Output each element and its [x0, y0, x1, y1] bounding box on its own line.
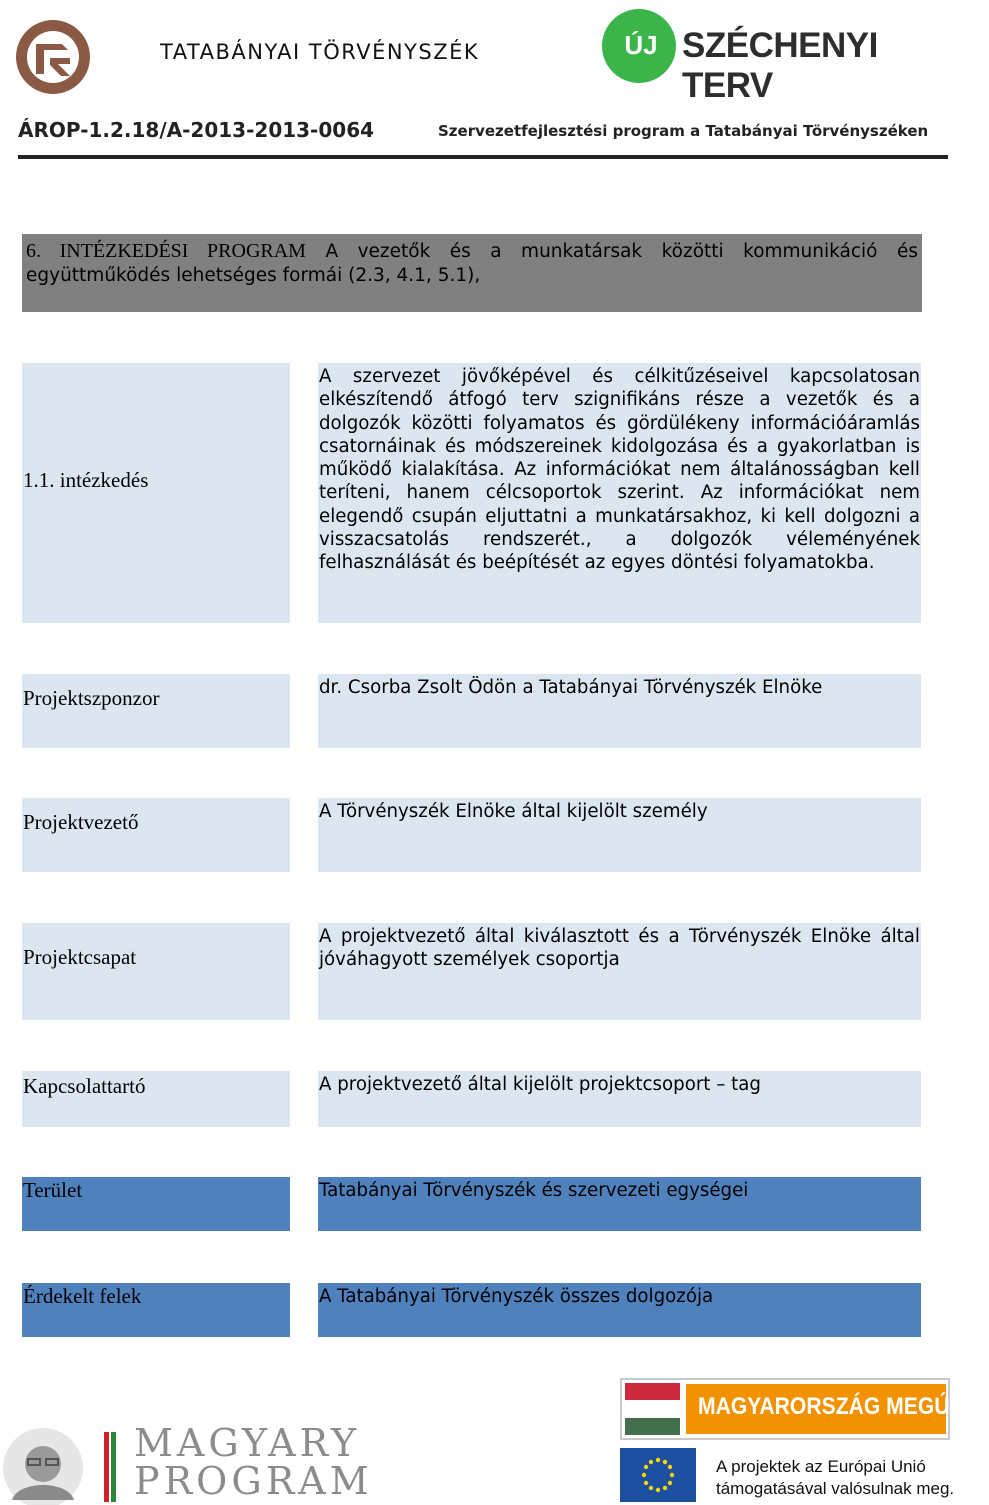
- row-label-cell: [22, 1177, 290, 1231]
- row-label: Projektcsapat: [23, 945, 137, 969]
- row-value: A projektvezető által kijelölt projektcsoport – tag: [319, 1074, 761, 1095]
- renewal-banner: [620, 1378, 989, 1440]
- row-label: 1.1. intézkedés: [23, 468, 149, 492]
- program-heading-bar: [22, 234, 922, 312]
- szechenyi-title: SZÉCHENYI TERV: [682, 26, 878, 105]
- renewal-banner-text: MAGYARORSZÁG MEGÚJUL: [698, 1393, 989, 1420]
- eu-flag-icon: [620, 1448, 696, 1502]
- row-label-cell: [22, 1071, 290, 1127]
- row-label: Projektszponzor: [23, 686, 160, 710]
- row-value-cell: [318, 1071, 921, 1127]
- row-value-cell: [318, 363, 921, 623]
- row-value-cell: [318, 798, 921, 872]
- row-label: Érdekelt felek: [23, 1284, 142, 1308]
- row-label: Kapcsolattartó: [23, 1074, 146, 1098]
- row-value: A Tatabányai Törvényszék összes dolgozója: [319, 1286, 714, 1307]
- szechenyi-badge: ÚJ: [624, 30, 658, 60]
- row-label-cell: [22, 923, 290, 1020]
- row-value-cell: [318, 1283, 921, 1337]
- row-label-cell: [22, 798, 290, 872]
- row-label-cell: [22, 674, 290, 748]
- program-description: A vezetők és a munkatársak közötti kommunikáció és együttműködés lehetséges formái (2.3, 4.1, 5.1),: [26, 241, 918, 286]
- program-title: 6. INTÉZKEDÉSI PROGRAM: [26, 240, 306, 262]
- project-subtitle: Szervezetfejlesztési program a Tatabányai Törvényszéken: [438, 122, 929, 140]
- row-value-cell: [318, 1177, 921, 1231]
- row-value-cell: [318, 674, 921, 748]
- row-label-cell: [22, 363, 290, 623]
- row-label-cell: [22, 1283, 290, 1337]
- eu-notice-line2: támogatásával valósulnak meg.: [716, 1479, 955, 1498]
- row-value: Tatabányai Törvényszék és szervezeti egységei: [319, 1180, 749, 1201]
- row-value: A szervezet jövőképével és célkitűzéseivel kapcsolatosan elkészítendő átfogó terv szignifikáns része a vezetők és a dolgozók közötti folyamatos és gördülékeny információáramlás csatornáinak és módszereinek kidolgozása és a gyakorlatban is működő kialakítása. Az információkat nem általánosságban kell teríteni, hanem célcsoportok szerint. Az információkat nem elegendő csupán eljuttatni a munkatársakhoz, ki kell dolgozni a visszacsatolás rendszerét., a dolgozók véleményének felhasználását és beépítését az egyes döntési folyamatokba.: [319, 366, 920, 574]
- eu-support-notice: [620, 1448, 955, 1503]
- magyary-line1: MAGYARY: [134, 1421, 361, 1465]
- hungarian-flag-icon: [625, 1383, 680, 1435]
- court-logo-icon: [14, 18, 92, 96]
- court-name: TATABÁNYAI TÖRVÉNYSZÉK: [160, 40, 480, 64]
- row-value: A projektvezető által kiválasztott és a Törvényszék Elnöke által jóváhagyott személyek csoportja: [319, 926, 920, 971]
- row-label: Terület: [23, 1178, 83, 1202]
- row-value: A Törvényszék Elnöke által kijelölt személy: [319, 801, 708, 822]
- row-value-cell: [318, 923, 921, 1020]
- header-divider: [18, 155, 948, 159]
- row-value: dr. Csorba Zsolt Ödön a Tatabányai Törvényszék Elnöke: [319, 677, 823, 698]
- magyary-portrait-icon: [3, 1428, 83, 1505]
- row-label: Projektvezető: [23, 810, 139, 834]
- eu-notice-line1: A projektek az Európai Unió: [716, 1457, 926, 1476]
- magyary-line2: PROGRAM: [134, 1459, 373, 1503]
- project-code: ÁROP-1.2.18/A-2013-2013-0064: [18, 118, 375, 142]
